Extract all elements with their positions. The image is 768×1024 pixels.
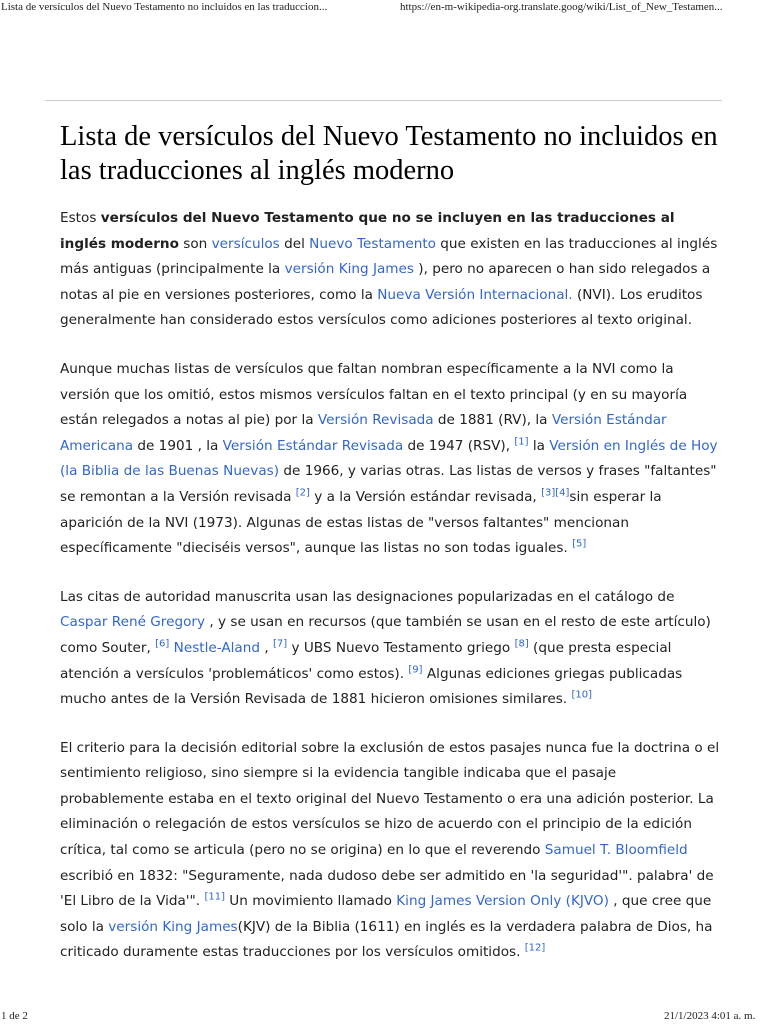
print-datetime: 21/1/2023 4:01 a. m. <box>664 1010 756 1022</box>
reference-10[interactable]: [10] <box>571 689 592 701</box>
link-samuel-bloomfield[interactable]: Samuel T. Bloomfield <box>544 842 688 859</box>
link-caspar-rene-gregory[interactable]: Caspar René Gregory <box>60 614 206 631</box>
reference-12[interactable]: [12] <box>524 942 546 954</box>
reference-7[interactable]: [7] <box>272 638 288 650</box>
print-page-title: Lista de versículos del Nuevo Testamento no incluidos en las traduccion... <box>1 1 328 13</box>
paragraph-missing-lists: Aunque muchas listas de versículos que faltan nombran específicamente a la NVI como la versión que los omitió, estos mismos versículos faltan en el texto principal (y en su mayoría están relegados a notas al pie) por la Versión Revisada de 1881 (RV), la Versión Estándar Americana de 1901 , la Versión Estándar Revisada de 1947 (RSV), [1] la Versión en Inglés de Hoy (la Biblia de las Buenas Nuevas) de 1966, y varias otras. Las listas de versos y frases "faltantes" se remontan a la Versión revisada [2] y a la Versión estándar revisada, [3][4]sin esperar la aparición de la NVI (1973). Algunas de estas listas de "versos faltantes" mencionan específicamente "dieciséis versos", aunque las listas no son todas iguales. [5] <box>60 360 718 557</box>
print-header <box>0 0 768 20</box>
reference-2[interactable]: [2] <box>295 487 310 499</box>
reference-8[interactable]: [8] <box>514 638 529 650</box>
bold-term: versículos del Nuevo Testamento que no se incluyen en las traducciones al inglés moderno <box>60 210 675 252</box>
paragraph-editorial-criteria: El criterio para la decisión editorial sobre la exclusión de estos pasajes nunca fue la doctrina o el sentimiento religioso, sino siempre si la evidencia tangible indicaba que el pasaje probablemente estaba en el texto original del Nuevo Testamento o era una adición posterior. La eliminación o relegación de estos versículos se hizo de acuerdo con el principio de la edición crítica, tal como se articula (pero no se origina) en lo que el reverendo Samuel T. Bloomfield escribió en 1832: "Seguramente, nada dudoso debe ser admitido en 'la seguridad'". palabra' de 'El Libro de la Vida'". [11] Un movimiento llamado King James Version Only (KJVO) , que cree que solo la versión King James(KJV) de la Biblia (1611) en inglés es la verdadera palabra de Dios, ha criticado duramente estas traducciones por los versículos omitidos. [12] <box>60 739 720 961</box>
reference-3[interactable]: [3] <box>541 487 556 499</box>
link-nuevo-testamento[interactable]: Nuevo Testamento <box>309 235 436 252</box>
link-versiculos[interactable]: versículos <box>211 235 280 252</box>
paragraph-intro: Estos versículos del Nuevo Testamento que no se incluyen en las traducciones al inglés moderno son versículos del Nuevo Testamento que existen en las traducciones al inglés más antiguas (principalmente la versión King James ), pero no aparecen o han sido relegados a notas al pie en versiones posteriores, como la Nueva Versión Internacional. (NVI). Los eruditos generalmente han considerado estos versículos como adiciones posteriores al texto original. <box>60 210 718 329</box>
link-version-revisada[interactable]: Versión Revisada <box>317 412 434 429</box>
print-footer <box>0 1009 768 1023</box>
link-nestle-aland[interactable]: Nestle-Aland <box>173 639 260 656</box>
reference-9[interactable]: [9] <box>408 663 423 675</box>
link-kjvo[interactable]: King James Version Only (KJVO) <box>396 893 609 910</box>
link-version-estandar-revisada[interactable]: Versión Estándar Revisada <box>222 437 404 454</box>
page-title: Lista de versículos del Nuevo Testamento no incluidos en las traducciones al inglés moderno <box>60 121 718 186</box>
link-nueva-version-internacional[interactable]: Nueva Versión Internacional. <box>377 286 573 303</box>
link-version-estandar-americana[interactable]: Versión Estándar Americana <box>60 412 667 454</box>
link-version-ingles-de-hoy[interactable]: Versión en Inglés de Hoy (la Biblia de las Buenas Nuevas) <box>60 437 718 480</box>
print-page-url: https://en-m-wikipedia-org.translate.goog/wiki/List_of_New_Testamen... <box>400 1 723 13</box>
link-version-king-james-2[interactable]: versión King James <box>108 918 238 935</box>
page-counter: 1 de 2 <box>1 1010 28 1022</box>
reference-11[interactable]: [11] <box>204 891 225 903</box>
paragraph-manuscript-citations: Las citas de autoridad manuscrita usan las designaciones popularizadas en el catálogo de Caspar René Gregory , y se usan en recursos (que también se usan en el resto de este artículo) como Souter, [6] Nestle-Aland , [7] y UBS Nuevo Testamento griego [8] (que presta especial atención a versículos 'problemáticos' como estos). [9] Algunas ediciones griegas publicadas mucho antes de la Versión Revisada de 1881 hicieron omisiones similares. [10] <box>60 588 711 708</box>
reference-6[interactable]: [6] <box>155 638 170 650</box>
reference-4[interactable]: [4] <box>555 487 570 499</box>
link-version-king-james[interactable]: versión King James <box>284 261 414 278</box>
article-body <box>60 206 720 989</box>
reference-5[interactable]: [5] <box>572 538 587 550</box>
header-divider <box>45 100 722 101</box>
reference-1[interactable]: [1] <box>514 436 529 448</box>
